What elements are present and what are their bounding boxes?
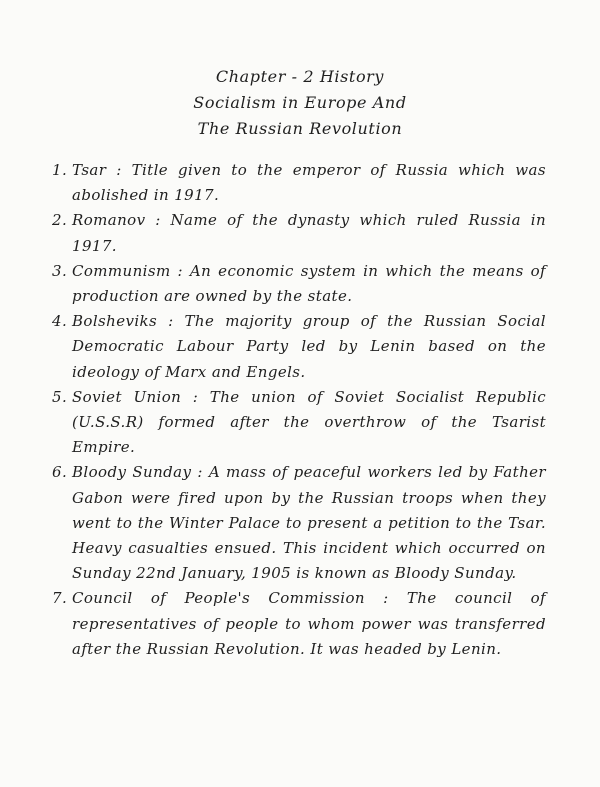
item-text: Bloody Sunday : A mass of peaceful workers led by Father Gabon were fired upon by the Russian troops when they went to the Winter Palace to present a petition to the Tsar. Heavy casualties ensued. This incident which occurred on Sunday 22nd January, 1905 is known as Bloody Sunday. [72,463,546,583]
list-item [52,586,546,662]
list-item [52,460,546,586]
item-number: 5. [52,387,68,406]
item-text: Council of People's Commission : The council of representatives of people to whom power was transferred after the Russian Revolution. It was headed by Lenin. [72,589,546,658]
item-number: 4. [52,312,68,331]
chapter-title-block [0,64,600,142]
item-text: Soviet Union : The union of Soviet Socialist Republic (U.S.S.R) formed after the overthrow of the Tsarist Empire. [72,387,546,457]
item-text: Tsar : Title given to the emperor of Russia which was abolished in 1917. [72,161,546,205]
item-text: Bolsheviks : The majority group of the Russian Social Democratic Labour Party led by Lenin based on the ideology of Marx and Engels. [72,312,546,381]
chapter-subtitle: Socialism in Europe And [193,93,407,112]
list-item [52,259,546,309]
list-item [52,158,546,208]
item-number: 2. [52,211,68,230]
item-number: 3. [52,261,68,280]
list-item [52,385,546,461]
item-number: 7. [52,589,68,608]
list-item [52,309,546,385]
chapter-title: Chapter - 2 History [215,67,385,86]
item-number: 1. [52,161,68,179]
item-text: Romanov : Name of the dynasty which ruled Russia in 1917. [72,211,546,255]
item-number: 6. [52,463,68,482]
definitions-list [52,158,546,662]
item-text: Communism : An economic system in which the means of production are owned by the state. [72,261,546,306]
list-item [52,208,546,258]
chapter-subtitle-2: The Russian Revolution [197,119,403,138]
